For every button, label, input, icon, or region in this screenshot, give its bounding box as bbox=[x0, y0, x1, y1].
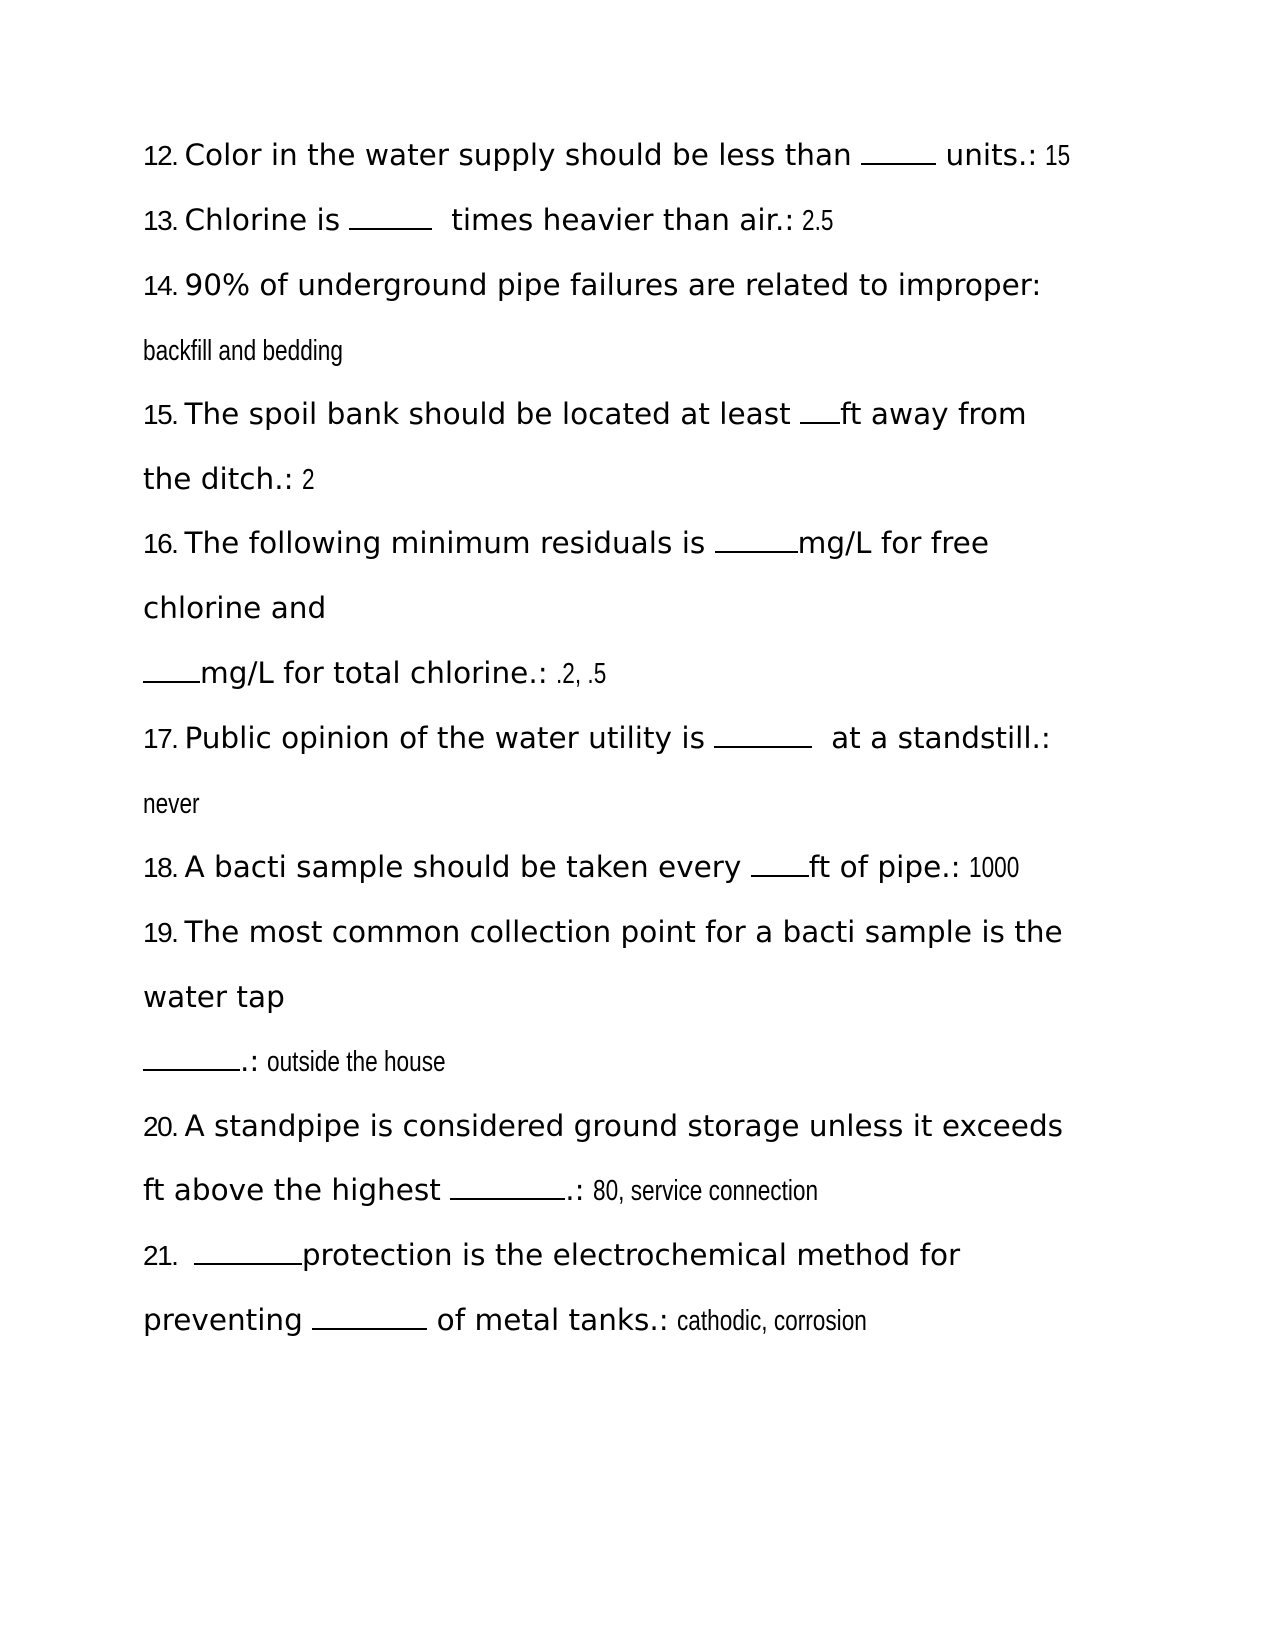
question-text-after: times heavier than air.: bbox=[451, 203, 795, 237]
question-number: 17. bbox=[143, 723, 178, 754]
question-text: Color in the water supply should be less than bbox=[184, 138, 852, 172]
question-text: ft above the highest bbox=[143, 1173, 441, 1207]
question-number: 16. bbox=[143, 528, 178, 559]
question-number: 20. bbox=[143, 1111, 178, 1142]
question-number: 15. bbox=[143, 399, 178, 430]
question-text: A standpipe is considered ground storage unless it exceeds bbox=[184, 1109, 1064, 1143]
question-text: water tap bbox=[143, 980, 285, 1014]
question-number: 19. bbox=[143, 917, 178, 948]
question-21-line2 bbox=[143, 1302, 920, 1338]
question-18 bbox=[143, 849, 1033, 885]
question-17 bbox=[143, 720, 1051, 756]
answer: 2.5 bbox=[802, 205, 834, 237]
answer: never bbox=[143, 788, 200, 820]
question-13 bbox=[143, 202, 843, 238]
question-text-after: .: bbox=[565, 1173, 585, 1207]
answer: outside the house bbox=[267, 1046, 446, 1078]
question-number: 14. bbox=[143, 270, 178, 301]
question-12 bbox=[143, 137, 1078, 173]
question-text-after: mg/L for free bbox=[797, 526, 989, 560]
answer: .2, .5 bbox=[555, 658, 606, 690]
answer-blank bbox=[450, 1172, 565, 1200]
question-17-answer-line bbox=[143, 785, 216, 821]
question-19 bbox=[143, 914, 1063, 950]
answer-blank bbox=[349, 202, 432, 230]
question-number: 21. bbox=[143, 1240, 178, 1271]
question-text: The spoil bank should be located at least bbox=[184, 397, 791, 431]
question-16-line3 bbox=[143, 655, 620, 691]
question-text: protection is the electrochemical method for bbox=[301, 1238, 961, 1272]
question-text: The most common collection point for a bacti sample is the bbox=[184, 915, 1063, 949]
answer-blank bbox=[751, 849, 809, 877]
question-text-after: of metal tanks.: bbox=[436, 1303, 669, 1337]
question-text: the ditch.: bbox=[143, 462, 294, 496]
question-16 bbox=[143, 525, 989, 561]
question-text: Chlorine is bbox=[184, 203, 341, 237]
question-14 bbox=[143, 267, 1041, 303]
question-text: A bacti sample should be taken every bbox=[184, 850, 742, 884]
answer: cathodic, corrosion bbox=[676, 1305, 867, 1337]
question-number: 12. bbox=[143, 140, 178, 171]
question-16-line2 bbox=[143, 590, 326, 626]
answer: 15 bbox=[1045, 140, 1071, 172]
question-number: 18. bbox=[143, 852, 178, 883]
question-20 bbox=[143, 1108, 1063, 1144]
question-15 bbox=[143, 396, 1027, 432]
question-text: preventing bbox=[143, 1303, 303, 1337]
answer-blank bbox=[194, 1237, 302, 1265]
question-text: The following minimum residuals is bbox=[184, 526, 706, 560]
question-text: chlorine and bbox=[143, 591, 327, 625]
answer: 2 bbox=[301, 464, 315, 496]
question-19-line2 bbox=[143, 979, 285, 1015]
answer: 1000 bbox=[968, 852, 1019, 884]
question-14-answer-line bbox=[143, 332, 399, 368]
answer-blank bbox=[715, 525, 798, 553]
answer-blank bbox=[312, 1302, 427, 1330]
question-20-line2 bbox=[143, 1172, 881, 1208]
question-text-after: ft away from bbox=[840, 397, 1027, 431]
question-number: 13. bbox=[143, 205, 178, 236]
question-19-line3 bbox=[143, 1043, 496, 1079]
answer-blank bbox=[800, 396, 840, 424]
question-text: .: bbox=[240, 1044, 260, 1078]
question-text-after: units.: bbox=[945, 138, 1038, 172]
question-21 bbox=[143, 1237, 960, 1273]
answer-blank bbox=[714, 720, 812, 748]
question-text-after: ft of pipe.: bbox=[808, 850, 961, 884]
question-text: mg/L for total chlorine.: bbox=[200, 656, 548, 690]
answer-blank bbox=[861, 137, 936, 165]
question-text-after: at a standstill.: bbox=[831, 721, 1051, 755]
answer-blank bbox=[143, 1043, 240, 1071]
question-15-line2 bbox=[143, 461, 318, 497]
question-text: 90% of underground pipe failures are related to improper: bbox=[184, 268, 1042, 302]
answer-blank bbox=[143, 655, 200, 683]
question-text: Public opinion of the water utility is bbox=[184, 721, 705, 755]
answer: backfill and bedding bbox=[143, 335, 343, 367]
answer: 80, service connection bbox=[592, 1175, 818, 1207]
